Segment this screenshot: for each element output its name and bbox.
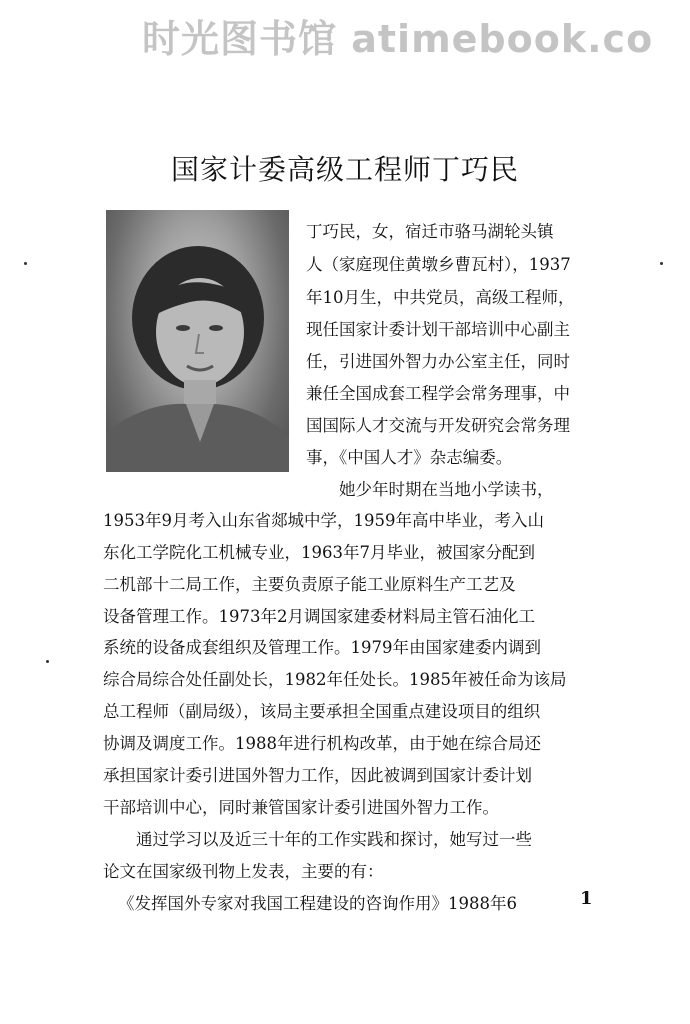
scan-speck	[24, 262, 27, 265]
scan-speck	[660, 262, 663, 265]
body-line-5: 任，引进国外智力办公室主任，同时	[306, 352, 570, 371]
body-line-2: 人（家庭现住黄墩乡曹瓦村），1937	[306, 255, 571, 274]
body-line-11: 东化工学院化工机械专业，1963年7月毕业，被国家分配到	[103, 543, 535, 562]
body-line-3: 年10月生，中共党员，高级工程师，	[306, 288, 575, 307]
body-line-14: 系统的设备成套组织及管理工作。1979年由国家建委内调到	[103, 638, 541, 657]
body-line-9: 她少年时期在当地小学读书，	[339, 480, 554, 499]
body-line-15: 综合局综合处任副处长，1982年任处长。1985年被任命为该局	[103, 670, 567, 689]
body-line-22: 《发挥国外专家对我国工程建设的咨询作用》1988年6	[118, 894, 517, 913]
watermark-text: 时光图书馆 atimebook.co	[142, 17, 654, 61]
body-line-13: 设备管理工作。1973年2月调国家建委材料局主管石油化工	[103, 607, 535, 626]
page-title: 国家计委高级工程师丁巧民	[170, 153, 519, 186]
body-line-6: 兼任全国成套工程学会常务理事，中	[306, 384, 570, 403]
scan-speck	[46, 660, 49, 663]
body-line-1: 丁巧民，女，宿迁市骆马湖轮头镇	[306, 222, 554, 241]
body-line-7: 国国际人才交流与开发研究会常务理	[306, 416, 570, 435]
body-line-8: 事，《中国人才》杂志编委。	[306, 448, 513, 467]
page-number: 1	[580, 888, 593, 909]
body-line-12: 二机部十二局工作，主要负责原子能工业原料生产工艺及	[103, 575, 516, 594]
body-line-20: 通过学习以及近三十年的工作实践和探讨，她写过一些	[136, 830, 532, 849]
body-line-4: 现任国家计委计划干部培训中心副主	[306, 320, 570, 339]
body-line-10: 1953年9月考入山东省郯城中学，1959年高中毕业，考入山	[103, 511, 544, 530]
portrait-photo	[106, 210, 289, 472]
body-line-18: 承担国家计委引进国外智力工作，因此被调到国家计委计划	[103, 766, 532, 785]
body-line-21: 论文在国家级刊物上发表，主要的有：	[103, 862, 384, 881]
body-line-19: 干部培训中心，同时兼管国家计委引进国外智力工作。	[103, 798, 499, 817]
body-line-16: 总工程师（副局级），该局主要承担全国重点建设项目的组织	[103, 702, 541, 721]
body-line-17: 协调及调度工作。1988年进行机构改革，由于她在综合局还	[103, 734, 541, 753]
